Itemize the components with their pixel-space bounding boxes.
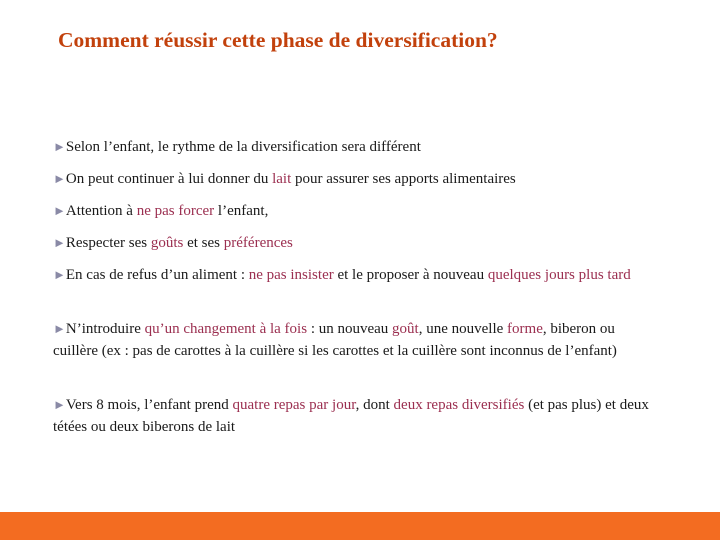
highlight-text: deux repas diversifiés [393,397,525,413]
bullet-item-7 [53,394,663,438]
bullet-text: Attention à [65,203,137,219]
bullet-text: Respecter ses [65,235,151,251]
highlight-text: quatre repas par jour [232,397,356,413]
bullet-item-6 [53,318,663,362]
bullet-item-1 [53,136,663,158]
bullet-arrow-icon: ► [53,139,66,154]
highlight-text: quelques jours plus tard [487,267,631,283]
bullet-text: , biberon ou cuillère (ex : pas de carottes à la cuillère si les carottes et la cuillère sont inconnus de l’enfant) [53,321,617,359]
highlight-text: goûts [150,235,184,251]
bullet-arrow-icon: ► [53,171,66,186]
footer-bar [0,512,720,540]
bullet-text: et le proposer à nouveau [333,267,488,283]
bullet-text: : un nouveau [307,321,393,337]
bullet-text: l’enfant, [214,203,269,219]
highlight-text: forme [507,321,543,337]
highlight-text: ne pas insister [248,267,334,283]
bullet-item-3 [53,200,663,222]
bullet-text: pour assurer ses apports alimentaires [291,171,516,187]
bullet-text: N’introduire [65,321,145,337]
bullet-item-2 [53,168,663,190]
highlight-text: ne pas forcer [136,203,215,219]
bullet-arrow-icon: ► [53,267,66,282]
highlight-text: qu’un changement à la fois [144,321,308,337]
bullet-text: Selon l’enfant, le rythme de la diversification sera différent [65,139,421,155]
highlight-text: goût [392,321,419,337]
bullet-text: , une nouvelle [418,321,508,337]
bullet-arrow-icon: ► [53,321,66,336]
bullet-text: , dont [355,397,394,413]
slide-title: Comment réussir cette phase de diversification? [58,28,498,52]
bullet-arrow-icon: ► [53,235,66,250]
bullet-text: et ses [183,235,224,251]
bullet-item-4 [53,232,663,254]
bullet-arrow-icon: ► [53,203,66,218]
bullet-text: (et pas plus) et deux tétées ou deux biberons de lait [53,397,649,435]
highlight-text: lait [272,171,292,187]
bullet-text: En cas de refus d’un aliment : [65,267,249,283]
bullet-item-5 [53,264,663,286]
bullet-text: On peut continuer à lui donner du [65,171,273,187]
bullet-text: Vers 8 mois, l’enfant prend [65,397,233,413]
bullet-arrow-icon: ► [53,397,66,412]
highlight-text: préférences [223,235,293,251]
